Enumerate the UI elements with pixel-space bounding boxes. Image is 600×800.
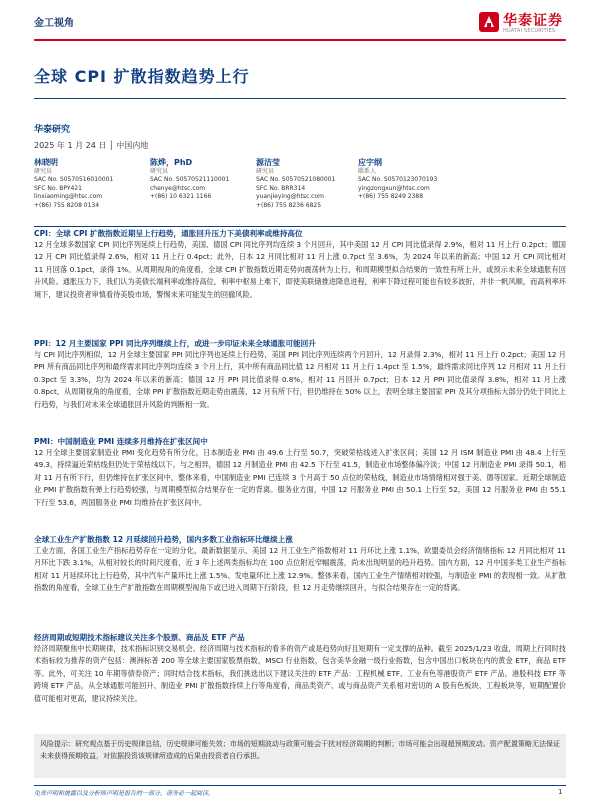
analyst-sfc: SFC No. BRR314 <box>256 184 306 192</box>
analyst-sac: SAC No. S0570521080001 <box>256 176 336 184</box>
section-body: 12 月全球多数国家 CPI 同比序列延续上行趋势，美国、德国 CPI 同比序列均连续 3 个月回升，其中美国 12 月 CPI 同比值录得 2.9%，相对 11 月上行 0.2pct；德国 12 月 CPI 同比值录得 2.6%，相对 11 月上行 0.4pct；此外，日本 12 月同比相对 11 月上涨 0.7pct 至 3.6%，为 2024 年以来的新高；中国 12 月 CPI 同比相对 11 月回落 0.1pct，录得 1%。从周期视角的角度看，全球 CPI 扩散指数近期走势向震荡转为上行，和周期模型拟合结果的一致性有所上升，或预示未来全球通胀有回升风险。通胀压力下，我们认为美债长端利率或维持高位，利率中枢易上难下，即使美联储推进降息进程，利率下降过程可能也有较多波折，并非一帆风顺，而高利率环境下，建议投资者审慎看待美股市场，警惕未来可能发生的回撤风险。 <box>34 240 566 299</box>
analyst-name: 应宇纲 <box>358 158 382 167</box>
section-cpi <box>34 228 566 301</box>
analyst-phone: +(86) 755 8236 6825 <box>256 201 322 209</box>
logo-text-en: HUATAI SECURITIES <box>503 28 556 34</box>
section-body: 与 CPI 同比序列相似，12 月全球主要国家 PPI 同比序列也延续上行趋势，美国 PPI 同比序列连续两个月回升，12 月录得 2.3%，相对 11 月上行 0.2pct；美国 12 月 PPI 所有商品同比序列和最终需求同比序列均连续 3 个月上行，其中所有商品同比值 12 月相对 11 月上行 1.4pct 至 1.5%，最终需求同比序列 12 月相对 11 月上行 0.3pct 至 3.3%，均为 2024 年以来的新高；德国 12 月 PPI 同比值录得 0.8%，相对 11 月回升 0.7pct；日本 12 月 PPI 同比值录得 3.8%，相对 11 月上涨 0.8pct，从周期视角的角度看，全球 PPI 扩散指数近期走势由震荡，12 月有所下行，但仍维持在 50% 以上，表明全球主要国家 PPI 及其分项指标大部分仍处于同比上行趋势，与我们对未来全球通胀回升风险的判断相一致。 <box>34 350 566 409</box>
column-tag: 金工视角 <box>34 18 74 29</box>
risk-note-box <box>34 734 566 778</box>
section-body: 工业方面，各国工业生产指标趋势存在一定的分化，最新数据显示，美国 12 月工业生产指数相对 11 月环比上涨 1.1%，欧盟委员会经济情绪指标 12 月同比相对 11 月环比下跌 3.1%，从相对较长的时间尺度看，近 3 年上述两类指标均在 100 点位附近窄幅震荡，尚未出现明显的趋升趋势。国内方面，12 月中国多类工业生产指标相对 11 月延续环比上行趋势，其中汽车产量环比上涨 1.5%、发电量环比上涨 12.9%。整体来看，国内工业生产情绪相对较强，与制造业 PMI 的表现相一致。从扩散指数的角度看，全球工业生产扩散指数在周期模型视角下或已进入周期下行阶段，但 12 月走势继续回升，与拟合结果存在一定的背离。 <box>34 546 566 593</box>
analyst-email[interactable]: yuanjieying@htsc.com <box>256 193 324 201</box>
huatai-logo-icon <box>478 11 500 33</box>
section-heading: PMI：中国制造业 PMI 连续多月维持在扩张区间中 <box>34 437 208 446</box>
section-heading: 全球工业生产扩散指数 12 月延续回升趋势，国内多数工业指标环比继续上涨 <box>34 535 293 544</box>
logo-text: 华泰证券 <box>503 13 563 29</box>
analyst-card <box>358 157 478 202</box>
analyst-email[interactable]: chenye@htsc.com <box>150 184 206 192</box>
analyst-sac: SAC No. S0570516010001 <box>34 176 114 184</box>
section-ppi <box>34 338 566 411</box>
analyst-role: 联系人 <box>358 168 377 175</box>
analyst-divider <box>34 226 566 227</box>
section-etf <box>34 632 566 705</box>
footer-divider <box>34 785 566 786</box>
analyst-role: 研究员 <box>256 168 275 175</box>
analyst-name: 源洁莹 <box>256 158 280 167</box>
section-heading: PPI：12 月主要国家 PPI 同比序列继续上行，或进一步印证未来全球通胀可能回升 <box>34 339 316 348</box>
section-heading: 经济周期或短期技术指标建议关注多个股票、商品及 ETF 产品 <box>34 633 245 642</box>
analyst-phone: +(86) 10 6321 1166 <box>150 193 212 201</box>
analyst-role: 研究员 <box>150 168 169 175</box>
analyst-card <box>34 157 154 210</box>
analyst-role: 研究员 <box>34 168 53 175</box>
analyst-sac: SAC No. S0570123070193 <box>358 176 438 184</box>
analyst-sfc: SFC No. BPY421 <box>34 184 82 192</box>
section-body: 经济周期聚焦中长期规律，技术指标识别交易机会。经济周期与技术指标的看多的资产或是趋势向好且短期有一定支撑的品种。截至 2025/1/23 收盘，周期上行同时技术指标较为推荐的资产包括：澳洲标普 200 等全球主要国家股票指数，MSCI 行业指数，包含美华金融一级行业指数，包含中国出口板块在内的黄金 ETF，商品 ETF 等。此外，可关注 10 年期等债券资产；同时结合技术指标，我们挑选出以下建议关注的 ETF 产品：工程机械 ETF、工业有色等港股资产 ETF 产品，港股科技 ETF 等跨境 ETF 产品，从全球通胀可能回升、制造业 PMI 扩散指数持续上行等角度看，商品类资产、或与商品资产关系相对密切的 A 股有色板块、工程板块等，短期配置价值可能相对更高，建议持续关注。 <box>34 644 566 703</box>
header-divider <box>34 39 566 41</box>
analyst-email[interactable]: yingzongxun@htsc.com <box>358 184 430 192</box>
section-heading: CPI：全球 CPI 扩散指数近期呈上行趋势，通胀回升压力下美债利率或维持高位 <box>34 229 303 238</box>
section-pmi <box>34 436 566 509</box>
analyst-name: 林晓明 <box>34 158 58 167</box>
report-title: 全球 CPI 扩散指数趋势上行 <box>34 67 250 86</box>
title-divider <box>34 98 566 99</box>
analyst-email[interactable]: linxiaoming@htsc.com <box>34 193 103 201</box>
footer-disclaimer: 免责声明和披露以及分析师声明是报告的一部分，请务必一起阅读。 <box>34 790 215 797</box>
analyst-phone: +(86) 755 8208 0134 <box>34 201 100 209</box>
page-number: 1 <box>558 788 563 796</box>
section-industry <box>34 534 566 595</box>
section-body: 12 月全球主要国家制造业 PMI 变化趋势有所分化，日本制造业 PMI 由 49.6 上行至 50.7，突破荣枯线进入扩张区间；美国 12 月 ISM 制造业 PMI 由 48.4 上行至 49.3，持续逼近荣枯线但仍处于荣枯线以下。与之相异，德国 12 月制造业 PMI 由 42.5 下行至 41.5，制造业市场整体偏冷淡；中国 12 月制造业 PMI 录得 50.1，相对 11 月有所下行，但仍维持在扩张区间中，整体来看，中国制造业 PMI 已连续 3 个月高于 50 点位的荣枯线，制造业市场情绪相对强于美、德等国家。近期全球制造业 PMI 扩散指数有弹上行趋势较强，与周期模型拟合结果存在一定的背离。服务业方面，中国 12 月服务业 PMI 由 50.1 上行至 52，美国 12 月服务业 PMI 由 55.1 下行至 53.6，两国服务业 PMI 均维持在扩张区间中。 <box>34 448 566 507</box>
risk-note: 风险提示：研究观点基于历史规律总结，历史规律可能失效；市场的短期波动与政策可能会干扰对经济周期的判断；市场可能会出现超预期波动。资产配置策略无法保证未来获得预期收益，对依据投资该规律所造成的后果由投资者自行承担。 <box>40 740 560 761</box>
analyst-card <box>150 157 270 202</box>
research-label: 华泰研究 <box>34 125 71 135</box>
report-date: 2025 年 1 月 24 日 │ 中国内地 <box>34 141 149 150</box>
analyst-sac: SAC No. S0570521110001 <box>150 176 230 184</box>
analyst-phone: +(86) 755 8249 2388 <box>358 193 424 201</box>
analyst-name: 陈烨，PhD <box>150 158 193 167</box>
